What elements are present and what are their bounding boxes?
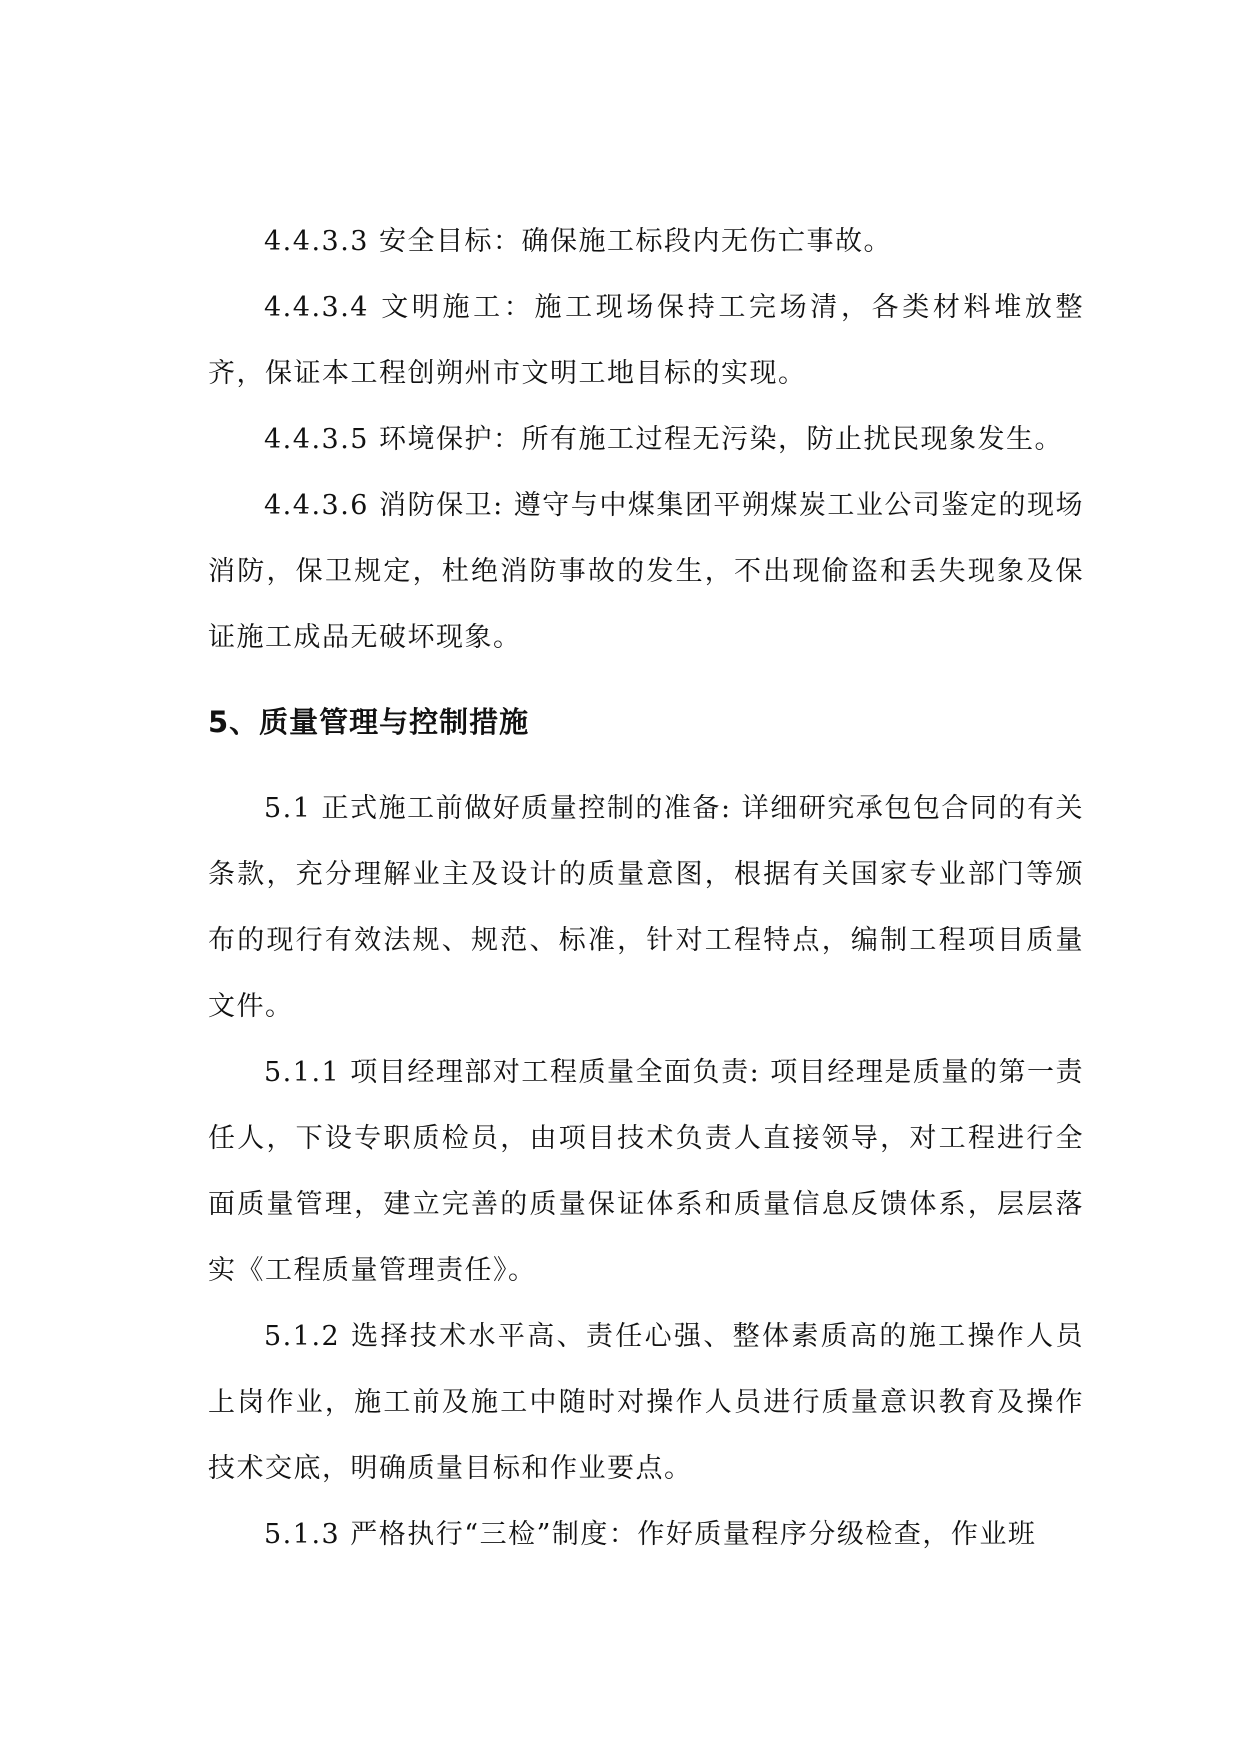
paragraph-5-1: 5.1 正式施工前做好质量控制的准备: 详细研究承包包合同的有关条款，充分理解业主及设计的质量意图，根据有关国家专业部门等颁布的现行有效法规、规范、标准，针对工程特点，编制工程项目质量文件。 [208, 793, 1084, 1022]
paragraph-5-1-3: 5.1.3 严格执行“三检”制度：作好质量程序分级检查，作业班 [264, 1519, 1037, 1550]
spacer [208, 671, 1084, 702]
paragraph-5-1-1: 5.1.1 项目经理部对工程质量全面负责: 项目经理是质量的第一责任人，下设专职质检员，由项目技术负责人直接领导，对工程进行全面质量管理，建立完善的质量保证体系和质量信息反馈体系，层层落实《工程质量管理责任》。 [208, 1057, 1084, 1286]
paragraph-4-4-3-5: 4.4.3.5 环境保护：所有施工过程无污染，防止扰民现象发生。 [264, 424, 1064, 455]
paragraph-4-4-3-6: 4.4.3.6 消防保卫: 遵守与中煤集团平朔煤炭工业公司鉴定的现场消防，保卫规定，杜绝消防事故的发生，不出现偷盗和丢失现象及保证施工成品无破坏现象。 [208, 490, 1084, 653]
paragraph-4-4-3-4: 4.4.3.4 文明施工：施工现场保持工完场清，各类材料堆放整齐，保证本工程创朔州市文明工地目标的实现。 [208, 292, 1084, 389]
spacer [208, 742, 1084, 776]
section-heading: 5、质量管理与控制措施 [208, 705, 530, 739]
document-body [208, 209, 1084, 1568]
paragraph-4-4-3-3: 4.4.3.3 安全目标：确保施工标段内无伤亡事故。 [264, 226, 893, 257]
paragraph-5-1-2: 5.1.2 选择技术水平高、责任心强、整体素质高的施工操作人员上岗作业，施工前及施工中随时对操作人员进行质量意识教育及操作技术交底，明确质量目标和作业要点。 [208, 1321, 1084, 1484]
